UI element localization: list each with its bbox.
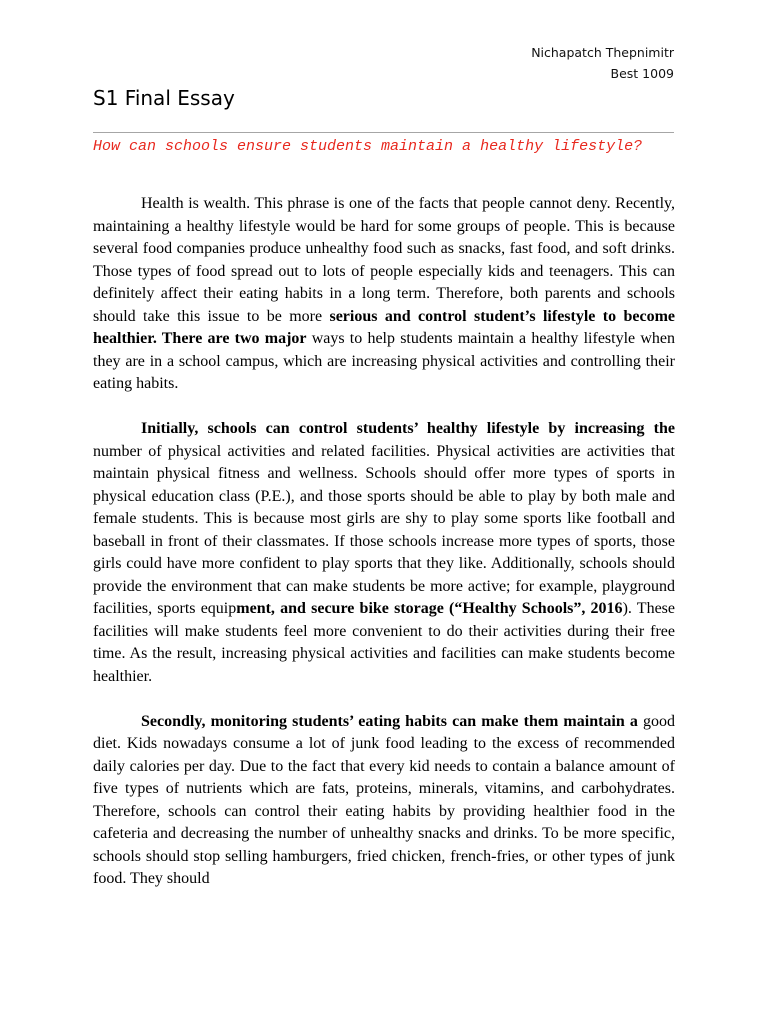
paragraph-intro: Health is wealth. This phrase is one of the facts that people cannot deny. Recently, maintaining a healthy lifestyle would be hard for some groups of people. This is because several food companies produce unhealthy food such as snacks, fast food, and soft drinks. Those types of food spread out to lots of people especially kids and teenagers. This can definitely affect their eating habits in a long term. Therefore, both parents and schools should take this issue to be more serious and control student’s lifestyle to become healthier. There are two major ways to help students maintain a healthy lifestyle when they are in a school campus, which are increasing physical activities and controlling their eating habits. [93,195,676,392]
paragraph-eating-habits: Secondly, monitoring students’ eating habits can make them maintain a good diet. Kids nowadays consume a lot of junk food leading to the excess of recommended daily calories per day. Due to the fact that every kid needs to contain a balance amount of five types of nutrients which are fats, proteins, minerals, vitamins, and carbohydrates. Therefore, schools can control their eating habits by providing healthier food in the cafeteria and decreasing the number of unhealthy snacks and drinks. To be more specific, schools should stop selling hamburgers, fried chicken, french-fries, or other types of junk food. They should [93,712,676,887]
topic-sentence: Secondly, monitoring students’ eating habits can make them maintain a [141,712,638,730]
citation-phrase: ment, and secure bike storage (“Healthy Schools”, 2016 [236,600,623,617]
essay-title: S1 Final Essay [93,86,235,110]
title-divider [93,132,674,133]
course-code: Best 1009 [610,66,674,81]
paragraph-physical-activities: Initially, schools can control students’ healthy lifestyle by increasing the number of physical activities and related facilities. Physical activities are activities that maintain physical fitness and wellness. Schools should offer more types of sports in physical education class (P.E.), and those sports should be able to play by both male and female students. This is because most girls are shy to play some sports like football and baseball in front of their classmates. If those schools increase more types of sports, those girls could have more confident to play sports that they like. Additionally, schools should provide the environment that can make students be more active; for example, playground facilities, sports equipment, and secure bike storage (“Healthy Schools”, 2016). These facilities will make students feel more convenient to do their activities during their free time. As the result, increasing physical activities and facilities can make students become healthier. [93,420,676,685]
bold-phrase: serious and control student’s lifestyle to become healthier. There are two major [93,307,676,347]
essay-question: How can schools ensure students maintain a healthy lifestyle? [93,138,643,155]
essay-body [93,193,675,913]
topic-sentence: Initially, schools can control students’ healthy lifestyle by increasing the [141,420,675,437]
author-name: Nichapatch Thepnimitr [531,45,674,60]
header-block [531,42,674,84]
